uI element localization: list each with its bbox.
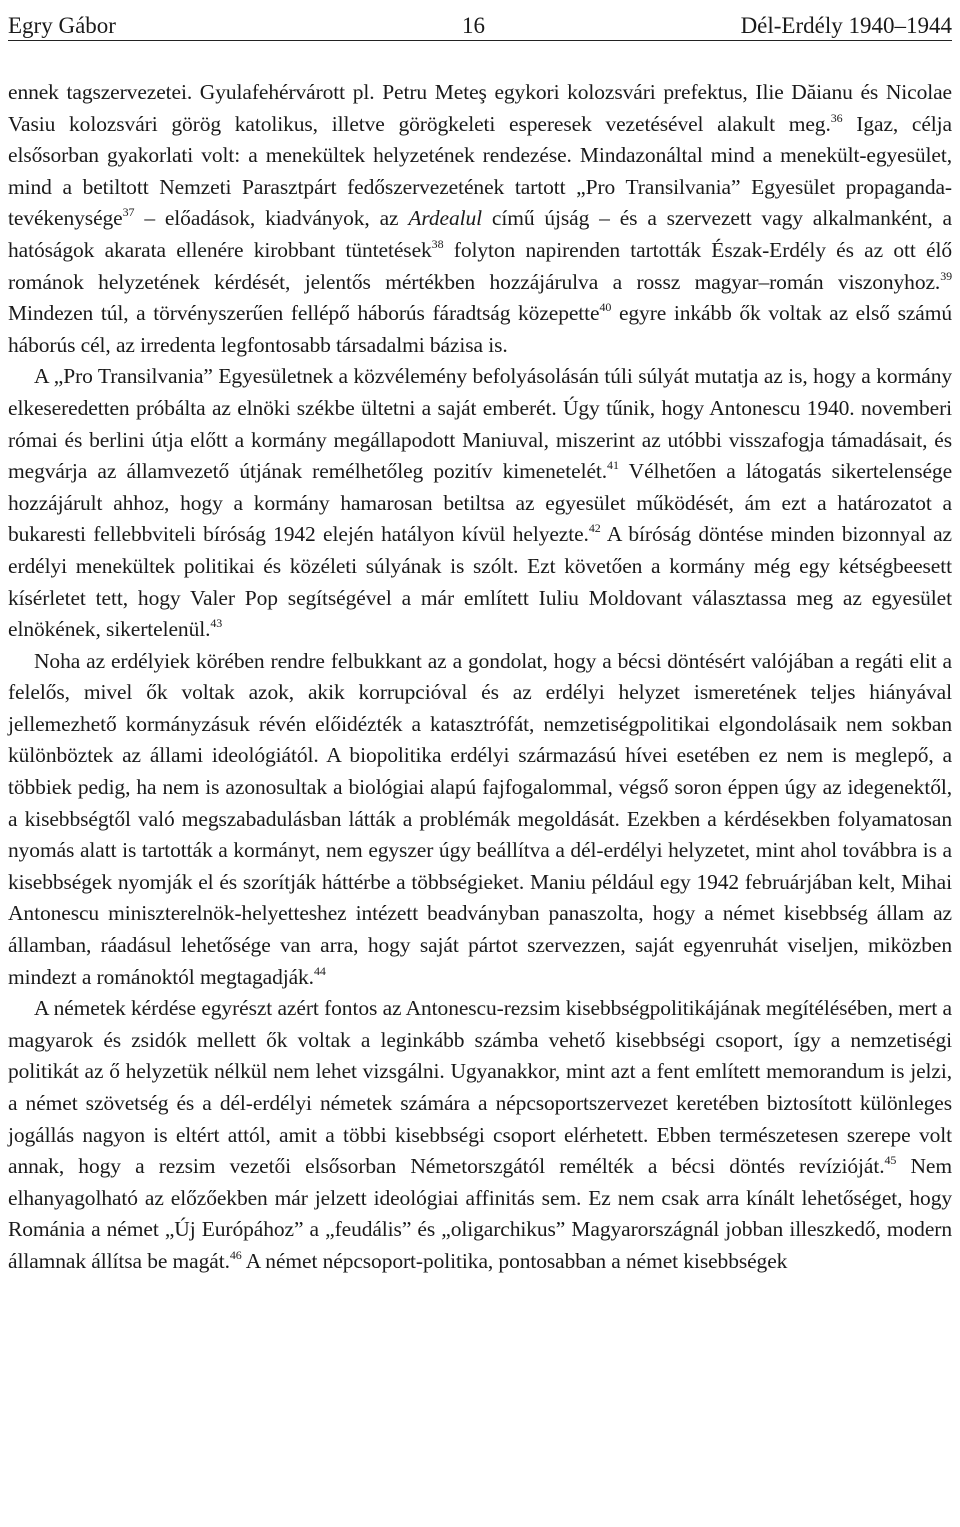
footnote-ref: 39 — [940, 268, 952, 283]
header-page-number: 16 — [462, 13, 485, 38]
header-author: Egry Gábor — [8, 13, 116, 38]
header-book-title: Dél-Erdély 1940–1944 — [740, 13, 952, 38]
running-header — [8, 0, 952, 41]
text-run: Vélhetően a látogatás sikertelensége hozzájárult ahhoz, hogy a kormány hamarosan betiltsa az egyesület működését, ám ezt a határozatot a bukaresti fellebbviteli bíróság 1942 elején hatályon kívül helyezte. — [8, 459, 953, 547]
footnote-ref: 41 — [607, 458, 619, 473]
paragraph — [8, 77, 952, 361]
footnote-ref: 40 — [599, 300, 612, 315]
text-run: Noha az erdélyiek körében rendre felbukkant az a gondolat, hogy a bécsi döntésért valójában a regáti elit a felelős, mivel ők voltak azok, akik korrupcióval és az erdélyi helyzet ismeretének teljes hiányával jellemezhető kormányzásuk révén előidézték a katasztrófát, nemzetiségpolitikai elgondolásaik nem sokban különböztek az állami ideológiától. A biopolitika erdélyi származású hívei esetében ez nem is meglepő, a többiek pedig, ha nem is azonosultak a biológiai alapú fajfogalommal, végső soron éppen úgy az idegenektől, a kisebbségtől való megszabadulásban látták a problémák megoldását. Ezekben a kérdésekben folyamatosan nyomás alatt is tartották a kormányt, nem egyszer úgy beállítva a dél-erdélyi helyzetet, mint ahol továbbra is a kisebbségek nyomják el és szorítják háttérbe a többségieket. Maniu például egy 1942 februárjában kelt, Mihai Antonescu miniszterelnök-helyetteshez intézett beadványban panaszolta, hogy a német kisebbség állam az államban, ráadásul lehetősége van arra, hogy saját pártot szervezzen, saját egyenruhát viseljen, miközben mindezt a románoktól megtagadják. — [8, 648, 952, 989]
text-run: – előadások, kiadványok, az — [134, 206, 409, 231]
text-run: Mindezen túl, a törvényszerűen fellépő háborús fáradtság közepette — [8, 301, 600, 326]
footnote-ref: 36 — [830, 110, 843, 125]
text-run: című újság – és a szervezett vagy alkalmanként, a hatóságok akarata ellenére kirobbant tüntetések — [8, 206, 952, 262]
text-run: A „Pro Transilvania” Egyesületnek a közvélemény befolyásolásán túli súlyát mutatja az is, hogy a kormány elkeseredetten próbálta az elnöki székbe ültetni a saját emberét. Úgy tűnik, hogy Antonescu 1940. novemberi római és berlini útja előtt a kormány megállapodott Maniuval, miszerint az utóbbi visszafogja támadásait, és megvárja az államvezető útjának remélhetőleg pozitív kimenetelét. — [8, 364, 952, 484]
text-run: ennek tagszervezetei. Gyulafehérvárott pl. Petru Meteş egykori kolozsvári prefektus, Ilie Dăianu és Nicolae Vasiu kolozsvári görög katolikus, illetve görögkeleti esperesek vezetésével alakult meg. — [8, 80, 952, 136]
text-run: Igaz, célja elsősorban gyakorlati volt: a menekültek helyzetének rendezése. Mindazonáltal mind a menekült-egyesület, mind a betiltott Nemzeti Parasztpárt fedőszervezetének tartott „Pro Transilvania” Egyesület propaganda-tevékenysége — [8, 111, 952, 231]
footnote-ref: 46 — [229, 1247, 242, 1262]
paragraph — [8, 646, 952, 994]
text-run: folyton napirenden tartották Észak-Erdély és az ott élő románok helyzetének kérdését, jelentős mértékben hozzájárulva a rossz magyar–román viszonyhoz. — [8, 237, 952, 294]
paragraph — [8, 361, 952, 645]
footnote-ref: 42 — [588, 521, 601, 536]
body-text — [8, 77, 952, 1278]
paragraph — [8, 993, 952, 1277]
text-run: A németek kérdése egyrészt azért fontos az Antonescu-rezsim kisebbségpolitikájának megítélésében, mert a magyarok és zsidók mellett ők voltak a leginkább számba vehető kisebbségi csoport, így a nemzetiségi politikát az ő helyzetük nélkül nem lehet vizsgálni. Ugyanakkor, mint azt a fent említett memorandum is jelzi, a német szövetség és a dél-erdélyi németek számára a népcsoportszervezet keretében biztosított különleges jogállás nagyon is eltért attól, amit a többi kisebbségi csoport elérhetett. Ebben természetesen szerepe volt annak, hogy a rezsim vezetői elsősorban Németorszgától remélték a bécsi döntés revízióját. — [8, 996, 952, 1179]
text-run: egyre inkább ők voltak az első számú háborús cél, az irredenta legfontosabb társadalmi bázisa is. — [8, 301, 952, 357]
footnote-ref: 38 — [431, 236, 444, 251]
text-run: A német népcsoport-politika, pontosabban a német kisebbségek — [241, 1248, 788, 1273]
footnote-ref: 45 — [884, 1153, 897, 1168]
footnote-ref: 44 — [313, 963, 326, 978]
footnote-ref: 37 — [122, 205, 135, 220]
italic-title: Ardealul — [408, 206, 483, 231]
footnote-ref: 43 — [210, 616, 223, 631]
text-run: Nem elhanyagolható az előzőekben már jelzett ideológiai affinitás sem. Ez nem csak arra kínált lehetőséget, hogy Románia a német „Új Európához” a „feudális” és „oligarchikus” Magyarországnál jobban illeszkedő, modern államnak állítsa be magát. — [8, 1154, 952, 1273]
book-page — [8, 0, 952, 1278]
text-run: A bíróság döntése minden bizonnyal az erdélyi menekültek politikai és közéleti súlyának is szólt. Ezt követően a kormány még egy kétségbeesett kísérletet tett, hogy Valer Pop segítségével a már említett Iuliu Moldovant választassa meg az egyesület elnökének, sikertelenül. — [8, 522, 952, 642]
